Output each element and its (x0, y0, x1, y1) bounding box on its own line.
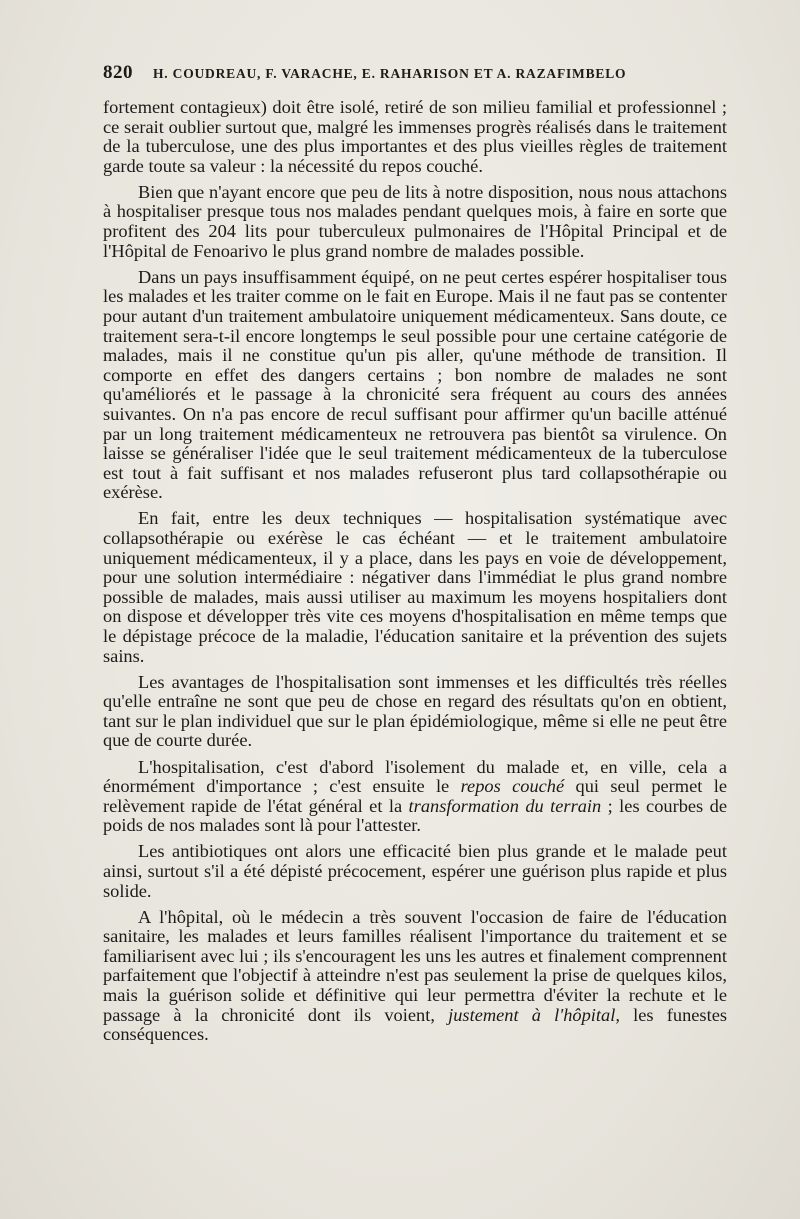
page-header (103, 62, 663, 86)
page-number: 820 (103, 62, 133, 83)
body-text (103, 98, 727, 1051)
paragraph-under-equipped-country: Dans un pays insuffisamment équipé, on ne peut certes espérer hospitaliser tous les malades et les traiter comme on le fait en Europe. Mais il ne faut pas se contenter pour autant d'un traitement ambulatoire uniquement médicamenteux. Sans doute, ce traitement sera-t-il encore longtemps le seul possible pour une certaine catégorie de malades, mais il ne constitue qu'un pis aller, qu'une méthode de transition. Il comporte en effet des dangers certains ; bon nombre de malades ne sont qu'améliorés et le passage à la chronicité sera fréquent au cours des années suivantes. On n'a pas encore de recul suffisant pour affirmer qu'un bacille atténué par un long traitement médicamenteux ne retrouvera pas bientôt sa virulence. On laisse se généraliser l'idée que le seul traitement médicamenteux de la tuberculose est tout à fait suffisant et nos malades refuseront plus tard collapsothérapie ou exérèse. (103, 266, 727, 503)
italic-repos-couche: repos couché (460, 776, 565, 797)
text-run: qui seul permet le relèvement rapide de l'état général et la (103, 776, 727, 816)
text-run: L'hospitalisation, c'est d'abord l'isolement du malade et, en ville, cela a énormément d'importance ; c'est ensuite le (103, 756, 727, 797)
paragraph-hospital-beds: Bien que n'ayant encore que peu de lits à notre disposition, nous nous attachons à hospitaliser presque tous nos malades pendant quelques mois, à faire en sorte que profitent des 204 lits pour tuberculeux pulmonaires de l'Hôpital Principal et de l'Hôpital de Fenoarivo le plus grand nombre de malades possible. (103, 181, 727, 261)
text-run: A l'hôpital, où le médecin a très souvent l'occasion de faire de l'éducation sanitaire, les malades et leurs familles réalisent l'importance du traitement et se familiarisent avec lui ; ils s'encouragent les uns les autres et finalement comprennent parfaitement que l'objectif à atteindre n'est pas seulement la prise de quelques kilos, mais la guérison solide et définitive qui leur permettra d'éviter la rechute et le passage à la chronicité dont ils voient, (103, 906, 727, 1025)
paragraph-antibiotics: Les antibiotiques ont alors une efficacité bien plus grande et le malade peut ainsi, surtout s'il a été dépisté précocement, espérer une guérison plus rapide et plus solide. (103, 841, 727, 901)
text-run: ; les courbes de poids de nos malades sont là pour l'attester. (103, 795, 727, 836)
paragraph-intermediate-solution: En fait, entre les deux techniques — hospitalisation systématique avec collapsothérapie ou exérèse le cas échéant — et le traitement ambulatoire uniquement médicamenteux, il y a place, dans les pays en voie de développement, pour une solution intermédiaire : négativer dans l'immédiat le plus grand nombre possible de malades, mais aussi utiliser au maximum les moyens hospitaliers dont on dispose et développer très vite ces moyens d'hospitalisation en même temps que le dépistage précoce de la maladie, l'éducation sanitaire et la prévention des sujets sains. (103, 508, 727, 666)
italic-justement-hopital: justement à l'hôpital, (448, 1004, 620, 1025)
paragraph-continuation: fortement contagieux) doit être isolé, retiré de son milieu familial et professionnel ; ce serait oublier surtout que, malgré les immenses progrès réalisés dans le traitement de la tuberculose, une des plus importantes et des plus vieilles règles de traitement garde toute sa valeur : la nécessité du repos couché. (103, 97, 727, 176)
paragraph-hospitalisation-advantages: Les avantages de l'hospitalisation sont immenses et les difficultés très réelles qu'elle entraîne ne sont que peu de chose en regard des résultats qu'on en obtient, tant sur le plan individuel que sur le plan épidémiologique, même si elle ne peut être que de courte durée. (103, 671, 727, 751)
paragraph-health-education (103, 908, 727, 1045)
paragraph-isolation-rest (103, 758, 727, 836)
text-run: les funestes conséquences. (103, 1004, 728, 1045)
running-head: H. COUDREAU, F. VARACHE, E. RAHARISON ET A. RAZAFIMBELO (153, 66, 627, 81)
italic-transformation-terrain: transformation du terrain (408, 795, 602, 816)
